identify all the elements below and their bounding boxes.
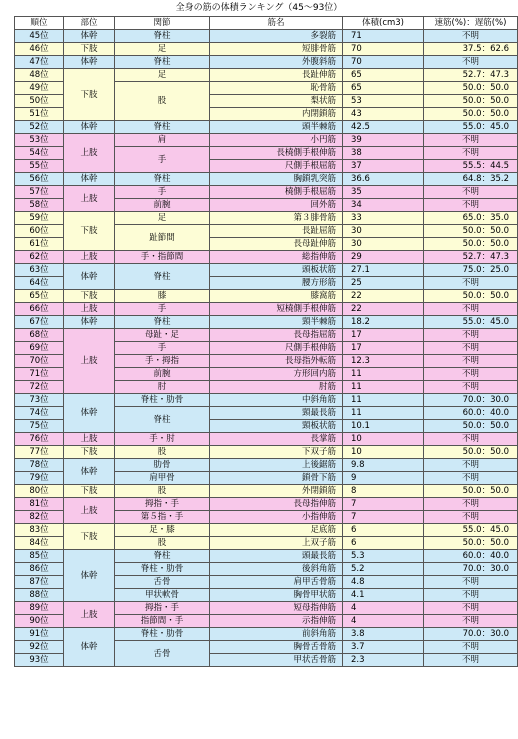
- ratio-cell: 50.0：50.0: [424, 82, 518, 95]
- rank-cell: 88位: [15, 589, 64, 602]
- joint-cell: 母趾・足: [115, 329, 210, 342]
- ratio-cell: 60.0：40.0: [424, 407, 518, 420]
- ratio-cell: 不明: [424, 30, 518, 43]
- table-row: [15, 524, 518, 537]
- rank-cell: 85位: [15, 550, 64, 563]
- rank-cell: 66位: [15, 303, 64, 316]
- muscle-cell: 長母指伸筋: [210, 498, 343, 511]
- volume-cell: 2.3: [343, 654, 424, 667]
- volume-cell: 10: [343, 446, 424, 459]
- muscle-cell: 小円筋: [210, 134, 343, 147]
- joint-cell: 足・膝: [115, 524, 210, 537]
- header-muscle: 筋名: [210, 17, 343, 30]
- muscle-cell: 恥骨筋: [210, 82, 343, 95]
- header-row: [15, 17, 518, 30]
- table-row: [15, 550, 518, 563]
- table-row: [15, 602, 518, 615]
- ratio-cell: 不明: [424, 589, 518, 602]
- volume-cell: 5.2: [343, 563, 424, 576]
- rank-cell: 75位: [15, 420, 64, 433]
- rank-cell: 89位: [15, 602, 64, 615]
- muscle-cell: 多裂筋: [210, 30, 343, 43]
- rank-cell: 74位: [15, 407, 64, 420]
- ratio-cell: 70.0：30.0: [424, 628, 518, 641]
- joint-cell: 拇指・手: [115, 498, 210, 511]
- joint-cell: 手・指節間: [115, 251, 210, 264]
- joint-cell: 手・拇指: [115, 355, 210, 368]
- joint-cell: 足: [115, 43, 210, 56]
- volume-cell: 7: [343, 511, 424, 524]
- ratio-cell: 50.0：50.0: [424, 95, 518, 108]
- part-cell: 下肢: [64, 43, 115, 56]
- header-rank: 順位: [15, 17, 64, 30]
- table-row: [15, 316, 518, 329]
- table-row: [15, 433, 518, 446]
- ratio-cell: 不明: [424, 56, 518, 69]
- table-row: [15, 121, 518, 134]
- rank-cell: 54位: [15, 147, 64, 160]
- rank-cell: 92位: [15, 641, 64, 654]
- part-cell: 下肢: [64, 485, 115, 498]
- rank-cell: 51位: [15, 108, 64, 121]
- rank-cell: 50位: [15, 95, 64, 108]
- ranking-table: [14, 16, 518, 667]
- joint-cell: 股: [115, 485, 210, 498]
- muscle-cell: 腰方形筋: [210, 277, 343, 290]
- rank-cell: 84位: [15, 537, 64, 550]
- volume-cell: 34: [343, 199, 424, 212]
- volume-cell: 22: [343, 290, 424, 303]
- ratio-cell: 不明: [424, 355, 518, 368]
- volume-cell: 39: [343, 134, 424, 147]
- muscle-cell: 膝窩筋: [210, 290, 343, 303]
- table-row: [15, 134, 518, 147]
- rank-cell: 45位: [15, 30, 64, 43]
- volume-cell: 12.3: [343, 355, 424, 368]
- table-row: [15, 264, 518, 277]
- volume-cell: 10.1: [343, 420, 424, 433]
- rank-cell: 59位: [15, 212, 64, 225]
- ratio-cell: 不明: [424, 498, 518, 511]
- ratio-cell: 不明: [424, 641, 518, 654]
- joint-cell: 舌骨: [115, 576, 210, 589]
- ratio-cell: 不明: [424, 576, 518, 589]
- table-row: [15, 69, 518, 82]
- volume-cell: 71: [343, 30, 424, 43]
- joint-cell: 脊柱: [115, 173, 210, 186]
- part-cell: 上肢: [64, 329, 115, 394]
- part-cell: 上肢: [64, 433, 115, 446]
- ratio-cell: 50.0：50.0: [424, 446, 518, 459]
- part-cell: 体幹: [64, 394, 115, 433]
- volume-cell: 27.1: [343, 264, 424, 277]
- muscle-cell: 短腓骨筋: [210, 43, 343, 56]
- muscle-cell: 上後鋸筋: [210, 459, 343, 472]
- joint-cell: 脊柱: [115, 264, 210, 290]
- ratio-cell: 不明: [424, 459, 518, 472]
- ratio-cell: 37.5：62.6: [424, 43, 518, 56]
- table-row: [15, 303, 518, 316]
- ratio-cell: 50.0：50.0: [424, 290, 518, 303]
- header-ratio: 速筋(%)：遅筋(%): [424, 17, 518, 30]
- volume-cell: 35: [343, 186, 424, 199]
- rank-cell: 65位: [15, 290, 64, 303]
- rank-cell: 47位: [15, 56, 64, 69]
- part-cell: 体幹: [64, 459, 115, 485]
- ratio-cell: 50.0：50.0: [424, 537, 518, 550]
- rank-cell: 53位: [15, 134, 64, 147]
- volume-cell: 4.1: [343, 589, 424, 602]
- ratio-cell: 不明: [424, 342, 518, 355]
- ratio-cell: 不明: [424, 277, 518, 290]
- muscle-cell: 尺側手根伸筋: [210, 342, 343, 355]
- joint-cell: 股: [115, 82, 210, 121]
- rank-cell: 61位: [15, 238, 64, 251]
- joint-cell: 舌骨: [115, 641, 210, 667]
- ratio-cell: 70.0：30.0: [424, 394, 518, 407]
- part-cell: 上肢: [64, 186, 115, 212]
- muscle-cell: 足底筋: [210, 524, 343, 537]
- muscle-cell: 胸骨甲状筋: [210, 589, 343, 602]
- ratio-cell: 不明: [424, 199, 518, 212]
- muscle-cell: 短橈側手根伸筋: [210, 303, 343, 316]
- rank-cell: 79位: [15, 472, 64, 485]
- muscle-cell: 短母指伸筋: [210, 602, 343, 615]
- rank-cell: 49位: [15, 82, 64, 95]
- rank-cell: 57位: [15, 186, 64, 199]
- volume-cell: 4.8: [343, 576, 424, 589]
- part-cell: 体幹: [64, 628, 115, 667]
- muscle-cell: 頸板状筋: [210, 420, 343, 433]
- part-cell: 上肢: [64, 303, 115, 316]
- joint-cell: 手: [115, 147, 210, 173]
- ratio-cell: 52.7：47.3: [424, 69, 518, 82]
- joint-cell: 股: [115, 537, 210, 550]
- volume-cell: 30: [343, 225, 424, 238]
- muscle-cell: 長趾伸筋: [210, 69, 343, 82]
- volume-cell: 6: [343, 524, 424, 537]
- ratio-cell: 不明: [424, 433, 518, 446]
- table-row: [15, 251, 518, 264]
- part-cell: 上肢: [64, 498, 115, 524]
- part-cell: 上肢: [64, 134, 115, 173]
- muscle-cell: 後斜角筋: [210, 563, 343, 576]
- ratio-cell: 50.0：50.0: [424, 238, 518, 251]
- volume-cell: 4: [343, 615, 424, 628]
- part-cell: 下肢: [64, 69, 115, 121]
- part-cell: 体幹: [64, 264, 115, 290]
- volume-cell: 17: [343, 329, 424, 342]
- muscle-cell: 中斜角筋: [210, 394, 343, 407]
- ratio-cell: 55.0：45.0: [424, 316, 518, 329]
- page-title: 全身の筋の体積ランキング（45〜93位）: [175, 3, 343, 13]
- rank-cell: 67位: [15, 316, 64, 329]
- table-row: [15, 394, 518, 407]
- rank-cell: 72位: [15, 381, 64, 394]
- muscle-cell: 長母指屈筋: [210, 329, 343, 342]
- joint-cell: 手・肘: [115, 433, 210, 446]
- joint-cell: 趾節間: [115, 225, 210, 251]
- muscle-cell: 長母趾伸筋: [210, 238, 343, 251]
- ratio-cell: 不明: [424, 368, 518, 381]
- joint-cell: 肘: [115, 381, 210, 394]
- volume-cell: 30: [343, 238, 424, 251]
- muscle-cell: 長掌筋: [210, 433, 343, 446]
- ratio-cell: 不明: [424, 654, 518, 667]
- volume-cell: 33: [343, 212, 424, 225]
- joint-cell: 脊柱・肋骨: [115, 394, 210, 407]
- rank-cell: 77位: [15, 446, 64, 459]
- volume-cell: 29: [343, 251, 424, 264]
- joint-cell: 肋骨: [115, 459, 210, 472]
- joint-cell: 第５指・手: [115, 511, 210, 524]
- ratio-cell: 52.7：47.3: [424, 251, 518, 264]
- rank-cell: 86位: [15, 563, 64, 576]
- table-row: [15, 173, 518, 186]
- joint-cell: 脊柱: [115, 407, 210, 433]
- volume-cell: 4: [343, 602, 424, 615]
- part-cell: 下肢: [64, 524, 115, 550]
- joint-cell: 肩甲骨: [115, 472, 210, 485]
- muscle-cell: 長趾屈筋: [210, 225, 343, 238]
- rank-cell: 91位: [15, 628, 64, 641]
- table-row: [15, 498, 518, 511]
- part-cell: 体幹: [64, 121, 115, 134]
- muscle-cell: 頸半棘筋: [210, 316, 343, 329]
- muscle-cell: 甲状舌骨筋: [210, 654, 343, 667]
- joint-cell: 脊柱・肋骨: [115, 563, 210, 576]
- ratio-cell: 50.0：50.0: [424, 420, 518, 433]
- table-row: [15, 186, 518, 199]
- ratio-cell: 不明: [424, 615, 518, 628]
- part-cell: 下肢: [64, 446, 115, 459]
- rank-cell: 73位: [15, 394, 64, 407]
- rank-cell: 60位: [15, 225, 64, 238]
- rank-cell: 46位: [15, 43, 64, 56]
- table-row: [15, 290, 518, 303]
- volume-cell: 10: [343, 433, 424, 446]
- ratio-cell: 不明: [424, 134, 518, 147]
- muscle-cell: 総指伸筋: [210, 251, 343, 264]
- joint-cell: 膝: [115, 290, 210, 303]
- volume-cell: 11: [343, 368, 424, 381]
- rank-cell: 80位: [15, 485, 64, 498]
- volume-cell: 3.8: [343, 628, 424, 641]
- muscle-cell: 頭板状筋: [210, 264, 343, 277]
- muscle-cell: 頸最長筋: [210, 407, 343, 420]
- volume-cell: 53: [343, 95, 424, 108]
- joint-cell: 肩: [115, 134, 210, 147]
- joint-cell: 指節間・手: [115, 615, 210, 628]
- muscle-cell: 長橈側手根伸筋: [210, 147, 343, 160]
- ratio-cell: 75.0：25.0: [424, 264, 518, 277]
- rank-cell: 64位: [15, 277, 64, 290]
- ratio-cell: 不明: [424, 147, 518, 160]
- joint-cell: 股: [115, 446, 210, 459]
- volume-cell: 9: [343, 472, 424, 485]
- ratio-cell: 55.5：44.5: [424, 160, 518, 173]
- volume-cell: 70: [343, 43, 424, 56]
- rank-cell: 70位: [15, 355, 64, 368]
- table-row: [15, 56, 518, 69]
- muscle-cell: 胸鎖乳突筋: [210, 173, 343, 186]
- muscle-cell: 上双子筋: [210, 537, 343, 550]
- ratio-cell: 不明: [424, 602, 518, 615]
- rank-cell: 83位: [15, 524, 64, 537]
- joint-cell: 前腕: [115, 368, 210, 381]
- joint-cell: 脊柱: [115, 121, 210, 134]
- volume-cell: 65: [343, 69, 424, 82]
- table-row: [15, 212, 518, 225]
- muscle-cell: 頭最長筋: [210, 550, 343, 563]
- rank-cell: 78位: [15, 459, 64, 472]
- table-row: [15, 459, 518, 472]
- volume-cell: 3.7: [343, 641, 424, 654]
- ratio-cell: 64.8：35.2: [424, 173, 518, 186]
- table-row: [15, 446, 518, 459]
- table-row: [15, 30, 518, 43]
- volume-cell: 43: [343, 108, 424, 121]
- ratio-cell: 55.0：45.0: [424, 524, 518, 537]
- ratio-cell: 50.0：50.0: [424, 485, 518, 498]
- table-row: [15, 43, 518, 56]
- muscle-cell: 肩甲舌骨筋: [210, 576, 343, 589]
- joint-cell: 前腕: [115, 199, 210, 212]
- part-cell: 体幹: [64, 30, 115, 43]
- volume-cell: 11: [343, 394, 424, 407]
- rank-cell: 63位: [15, 264, 64, 277]
- part-cell: 上肢: [64, 251, 115, 264]
- rank-cell: 55位: [15, 160, 64, 173]
- joint-cell: 甲状軟骨: [115, 589, 210, 602]
- muscle-cell: 鎖骨下筋: [210, 472, 343, 485]
- ratio-cell: 60.0：40.0: [424, 550, 518, 563]
- joint-cell: 手: [115, 342, 210, 355]
- muscle-cell: 示指伸筋: [210, 615, 343, 628]
- part-cell: 体幹: [64, 316, 115, 329]
- part-cell: 体幹: [64, 173, 115, 186]
- volume-cell: 42.5: [343, 121, 424, 134]
- ratio-cell: 55.0：45.0: [424, 121, 518, 134]
- volume-cell: 11: [343, 381, 424, 394]
- volume-cell: 22: [343, 303, 424, 316]
- ratio-cell: 不明: [424, 186, 518, 199]
- joint-cell: 足: [115, 212, 210, 225]
- part-cell: 下肢: [64, 290, 115, 303]
- ratio-cell: 50.0：50.0: [424, 108, 518, 121]
- header-joint: 関節: [115, 17, 210, 30]
- rank-cell: 58位: [15, 199, 64, 212]
- muscle-cell: 方形回内筋: [210, 368, 343, 381]
- part-cell: 上肢: [64, 602, 115, 628]
- ratio-cell: 50.0：50.0: [424, 225, 518, 238]
- rank-cell: 81位: [15, 498, 64, 511]
- muscle-cell: 長母指外転筋: [210, 355, 343, 368]
- volume-cell: 6: [343, 537, 424, 550]
- muscle-cell: 頭半棘筋: [210, 121, 343, 134]
- volume-cell: 37: [343, 160, 424, 173]
- muscle-cell: 回外筋: [210, 199, 343, 212]
- volume-cell: 5.3: [343, 550, 424, 563]
- table-row: [15, 329, 518, 342]
- ratio-cell: 不明: [424, 472, 518, 485]
- volume-cell: 11: [343, 407, 424, 420]
- volume-cell: 65: [343, 82, 424, 95]
- joint-cell: 足: [115, 69, 210, 82]
- table-row: [15, 628, 518, 641]
- joint-cell: 手: [115, 303, 210, 316]
- table-row: [15, 485, 518, 498]
- header-part: 部位: [64, 17, 115, 30]
- rank-cell: 48位: [15, 69, 64, 82]
- muscle-cell: 尺側手根屈筋: [210, 160, 343, 173]
- ratio-cell: 65.0：35.0: [424, 212, 518, 225]
- muscle-cell: 胸骨舌骨筋: [210, 641, 343, 654]
- table-body: [15, 30, 518, 667]
- part-cell: 体幹: [64, 56, 115, 69]
- rank-cell: 76位: [15, 433, 64, 446]
- rank-cell: 71位: [15, 368, 64, 381]
- rank-cell: 62位: [15, 251, 64, 264]
- rank-cell: 87位: [15, 576, 64, 589]
- part-cell: 体幹: [64, 550, 115, 602]
- joint-cell: 脊柱: [115, 56, 210, 69]
- rank-cell: 52位: [15, 121, 64, 134]
- volume-cell: 38: [343, 147, 424, 160]
- rank-cell: 82位: [15, 511, 64, 524]
- joint-cell: 脊柱: [115, 550, 210, 563]
- header-volume: 体積(cm3): [343, 17, 424, 30]
- muscle-cell: 外閉鎖筋: [210, 485, 343, 498]
- joint-cell: 脊柱・肋骨: [115, 628, 210, 641]
- ratio-cell: 不明: [424, 329, 518, 342]
- volume-cell: 9.8: [343, 459, 424, 472]
- rank-cell: 68位: [15, 329, 64, 342]
- ratio-cell: 70.0：30.0: [424, 563, 518, 576]
- volume-cell: 8: [343, 485, 424, 498]
- volume-cell: 7: [343, 498, 424, 511]
- joint-cell: 脊柱: [115, 30, 210, 43]
- muscle-cell: 小指伸筋: [210, 511, 343, 524]
- part-cell: 下肢: [64, 212, 115, 251]
- muscle-cell: 外腹斜筋: [210, 56, 343, 69]
- joint-cell: 手: [115, 186, 210, 199]
- muscle-cell: 下双子筋: [210, 446, 343, 459]
- muscle-cell: 第３腓骨筋: [210, 212, 343, 225]
- rank-cell: 93位: [15, 654, 64, 667]
- ratio-cell: 不明: [424, 511, 518, 524]
- muscle-cell: 肘筋: [210, 381, 343, 394]
- joint-cell: 脊柱: [115, 316, 210, 329]
- muscle-cell: 内閉鎖筋: [210, 108, 343, 121]
- rank-cell: 56位: [15, 173, 64, 186]
- joint-cell: 拇指・手: [115, 602, 210, 615]
- volume-cell: 36.6: [343, 173, 424, 186]
- rank-cell: 69位: [15, 342, 64, 355]
- volume-cell: 70: [343, 56, 424, 69]
- muscle-cell: 橈側手根屈筋: [210, 186, 343, 199]
- volume-cell: 17: [343, 342, 424, 355]
- volume-cell: 18.2: [343, 316, 424, 329]
- muscle-cell: 前斜角筋: [210, 628, 343, 641]
- rank-cell: 90位: [15, 615, 64, 628]
- volume-cell: 25: [343, 277, 424, 290]
- muscle-cell: 梨状筋: [210, 95, 343, 108]
- ratio-cell: 不明: [424, 303, 518, 316]
- ratio-cell: 不明: [424, 381, 518, 394]
